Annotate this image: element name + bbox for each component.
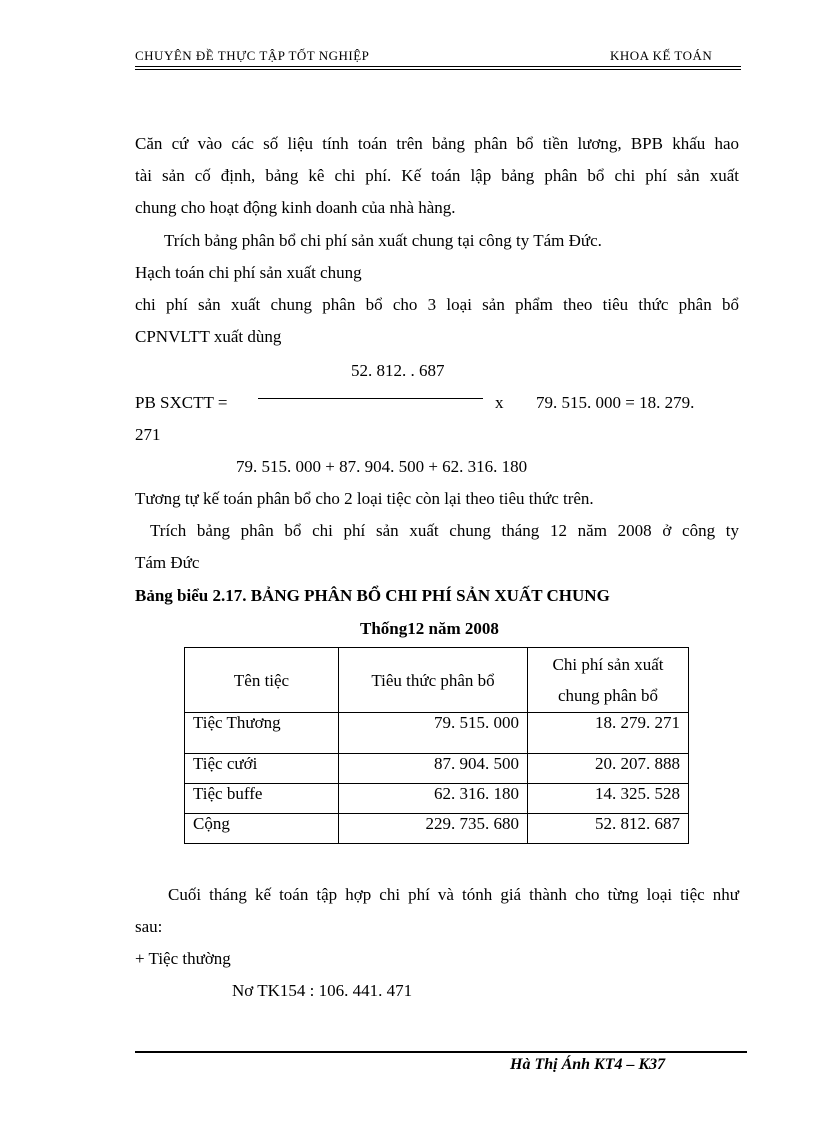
formula-lhs: PB SXCTT = [135,393,228,412]
cell-party: Tiệc buffe [185,784,339,814]
paragraph-line: Căn cứ vào các số liệu tính toán trên bảng phân bổ tiền lương, BPB khấu hao [135,134,739,153]
footer-divider [135,1051,747,1053]
paragraph-line: Trích bảng phân bổ chi phí sản xuất chung tại công ty Tám Đức. [164,231,602,250]
table-row [185,784,689,814]
paragraph-line: chung cho hoạt động kinh doanh của nhà hàng. [135,198,456,217]
table-header-row [185,648,689,713]
formula-denominator: 79. 515. 000 + 87. 904. 500 + 62. 316. 180 [236,457,528,476]
header-title-left: CHUYÊN ĐỀ THỰC TẬP TỐT NGHIỆP [135,48,370,63]
paragraph-line: + Tiệc thường [135,949,231,968]
table-row [185,713,689,754]
cell-party: Tiệc cưới [185,754,339,784]
fraction-bar [258,398,483,399]
allocation-table [184,647,689,844]
paragraph-line: Trích bảng phân bổ chi phí sản xuất chung tháng 12 năm 2008 ở công ty [150,521,739,540]
formula-rhs-wrap: 271 [135,425,161,444]
cell-criterion: 62. 316. 180 [339,784,528,814]
cell-cost: 18. 279. 271 [528,713,689,754]
paragraph-line: Cuối tháng kế toán tập hợp chi phí và tónh giá thành cho từng loại tiệc như [168,885,739,904]
paragraph-line: tài sản cố định, bảng kê chi phí. Kế toán lập bảng phân bổ chi phí sản xuất [135,166,739,185]
paragraph-line: chi phí sản xuất chung phân bổ cho 3 loại sản phẩm theo tiêu thức phân bổ [135,295,739,314]
table-subcaption: Thống12 năm 2008 [360,619,499,638]
col-header-cost-line2: chung phân bổ [557,686,659,705]
formula-rhs: 79. 515. 000 = 18. 279. [536,393,695,412]
cell-cost: 52. 812. 687 [528,814,689,844]
table-caption: Bảng biểu 2.17. BẢNG PHÂN BỔ CHI PHÍ SẢN XUẤT CHUNG [135,586,610,605]
cell-party: Cộng [185,814,339,844]
header-title-right: KHOA KẾ TOÁN [610,48,713,63]
paragraph-line: sau: [135,917,163,936]
formula-numerator: 52. 812. . 687 [351,361,445,380]
col-header-cost [528,648,689,713]
formula-times: x [495,393,504,412]
header-divider [135,66,741,67]
col-header-criterion: Tiêu thức phân bổ [339,648,528,713]
paragraph-line: Tương tự kế toán phân bổ cho 2 loại tiệc còn lại theo tiêu thức trên. [135,489,594,508]
table-total-row [185,814,689,844]
cell-criterion: 79. 515. 000 [339,713,528,754]
paragraph-line: CPNVLTT xuất dùng [135,327,282,346]
footer-author: Hà Thị Ánh KT4 – K37 [510,1056,666,1073]
cell-criterion: 87. 904. 500 [339,754,528,784]
cell-criterion: 229. 735. 680 [339,814,528,844]
col-header-cost-line1: Chi phí sản xuất [552,655,664,674]
cell-cost: 20. 207. 888 [528,754,689,784]
paragraph-line: Tám Đức [135,553,200,572]
table-row [185,754,689,784]
header-divider-second [135,69,741,70]
paragraph-line: Nơ TK154 : 106. 441. 471 [232,981,413,1000]
cell-party: Tiệc Thương [185,713,339,754]
paragraph-line: Hạch toán chi phí sản xuất chung [135,263,362,282]
cell-cost: 14. 325. 528 [528,784,689,814]
col-header-party: Tên tiệc [185,648,339,713]
